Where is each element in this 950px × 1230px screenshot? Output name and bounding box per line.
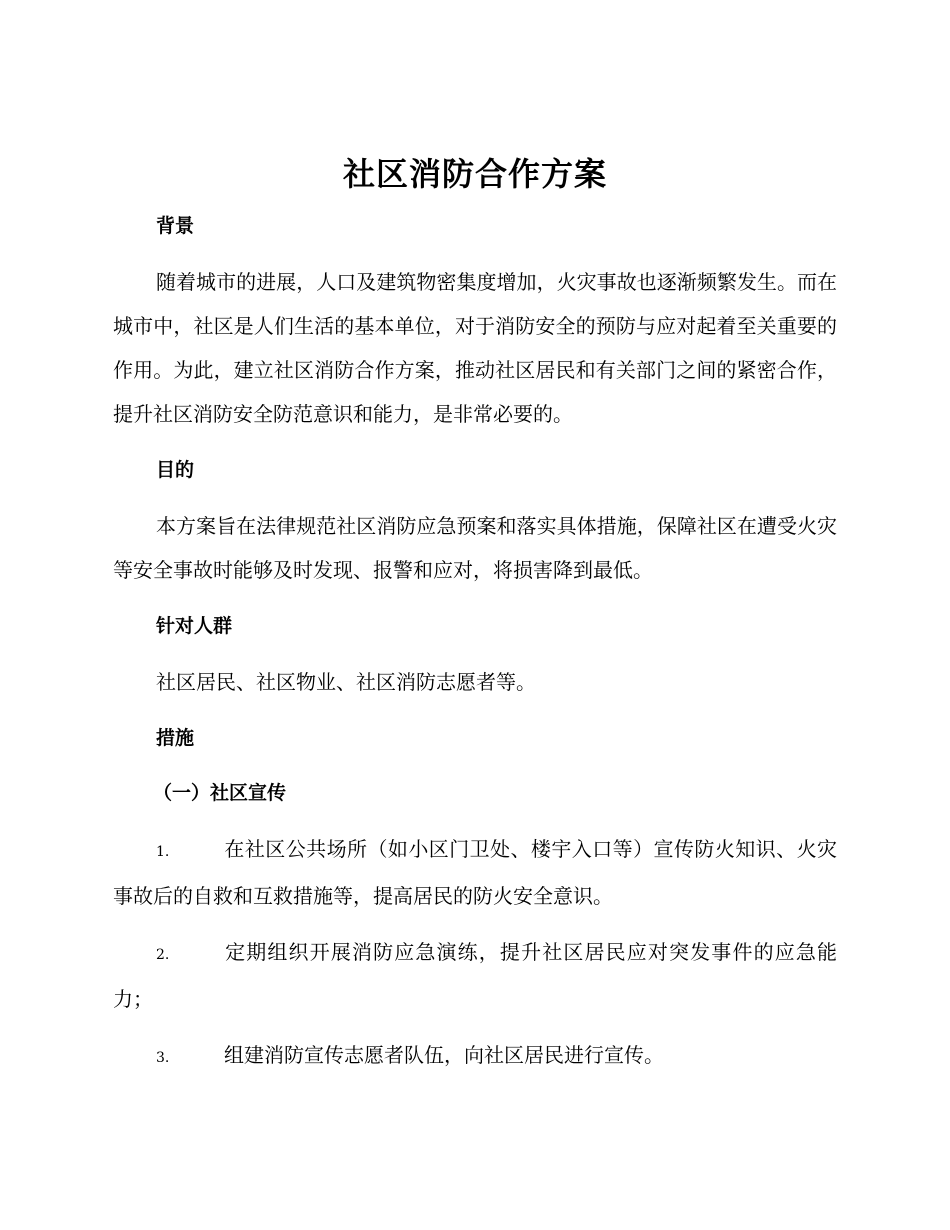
list-item [113, 930, 837, 1021]
list-item-text: 在社区公共场所（如小区门卫处、楼宇入口等）宣传防火知识、火灾事故后的自救和互救措施等，提高居民的防火安全意识。 [113, 837, 837, 908]
section-heading-background: 背景 [156, 215, 195, 237]
list-item [113, 1033, 837, 1080]
section-heading-audience: 针对人群 [156, 615, 233, 637]
section-heading-measures: 措施 [156, 727, 195, 749]
subsection-heading-publicity: （一）社区宣传 [153, 782, 287, 804]
document-title: 社区消防合作方案 [342, 155, 607, 193]
list-item-number: 1. [156, 844, 170, 860]
section-heading-purpose: 目的 [156, 459, 195, 481]
list-item-text: 定期组织开展消防应急演练，提升社区居民应对突发事件的应急能力； [113, 940, 837, 1011]
background-paragraph: 随着城市的进展，人口及建筑物密集度增加，火灾事故也逐渐频繁发生。而在城市中，社区是人们生活的基本单位，对于消防安全的预防与应对起着至关重要的作用。为此，建立社区消防合作方案，推动社区居民和有关部门之间的紧密合作，提升社区消防安全防范意识和能力，是非常必要的。 [113, 270, 837, 426]
audience-paragraph: 社区居民、社区物业、社区消防志愿者等。 [156, 670, 536, 694]
list-item-number: 2. [156, 947, 170, 963]
list-item-text: 组建消防宣传志愿者队伍，向社区居民进行宣传。 [224, 1043, 664, 1067]
list-item [113, 827, 837, 918]
purpose-paragraph: 本方案旨在法律规范社区消防应急预案和落实具体措施，保障社区在遭受火灾等安全事故时能够及时发现、报警和应对，将损害降到最低。 [113, 514, 837, 582]
list-item-number: 3. [156, 1050, 170, 1066]
